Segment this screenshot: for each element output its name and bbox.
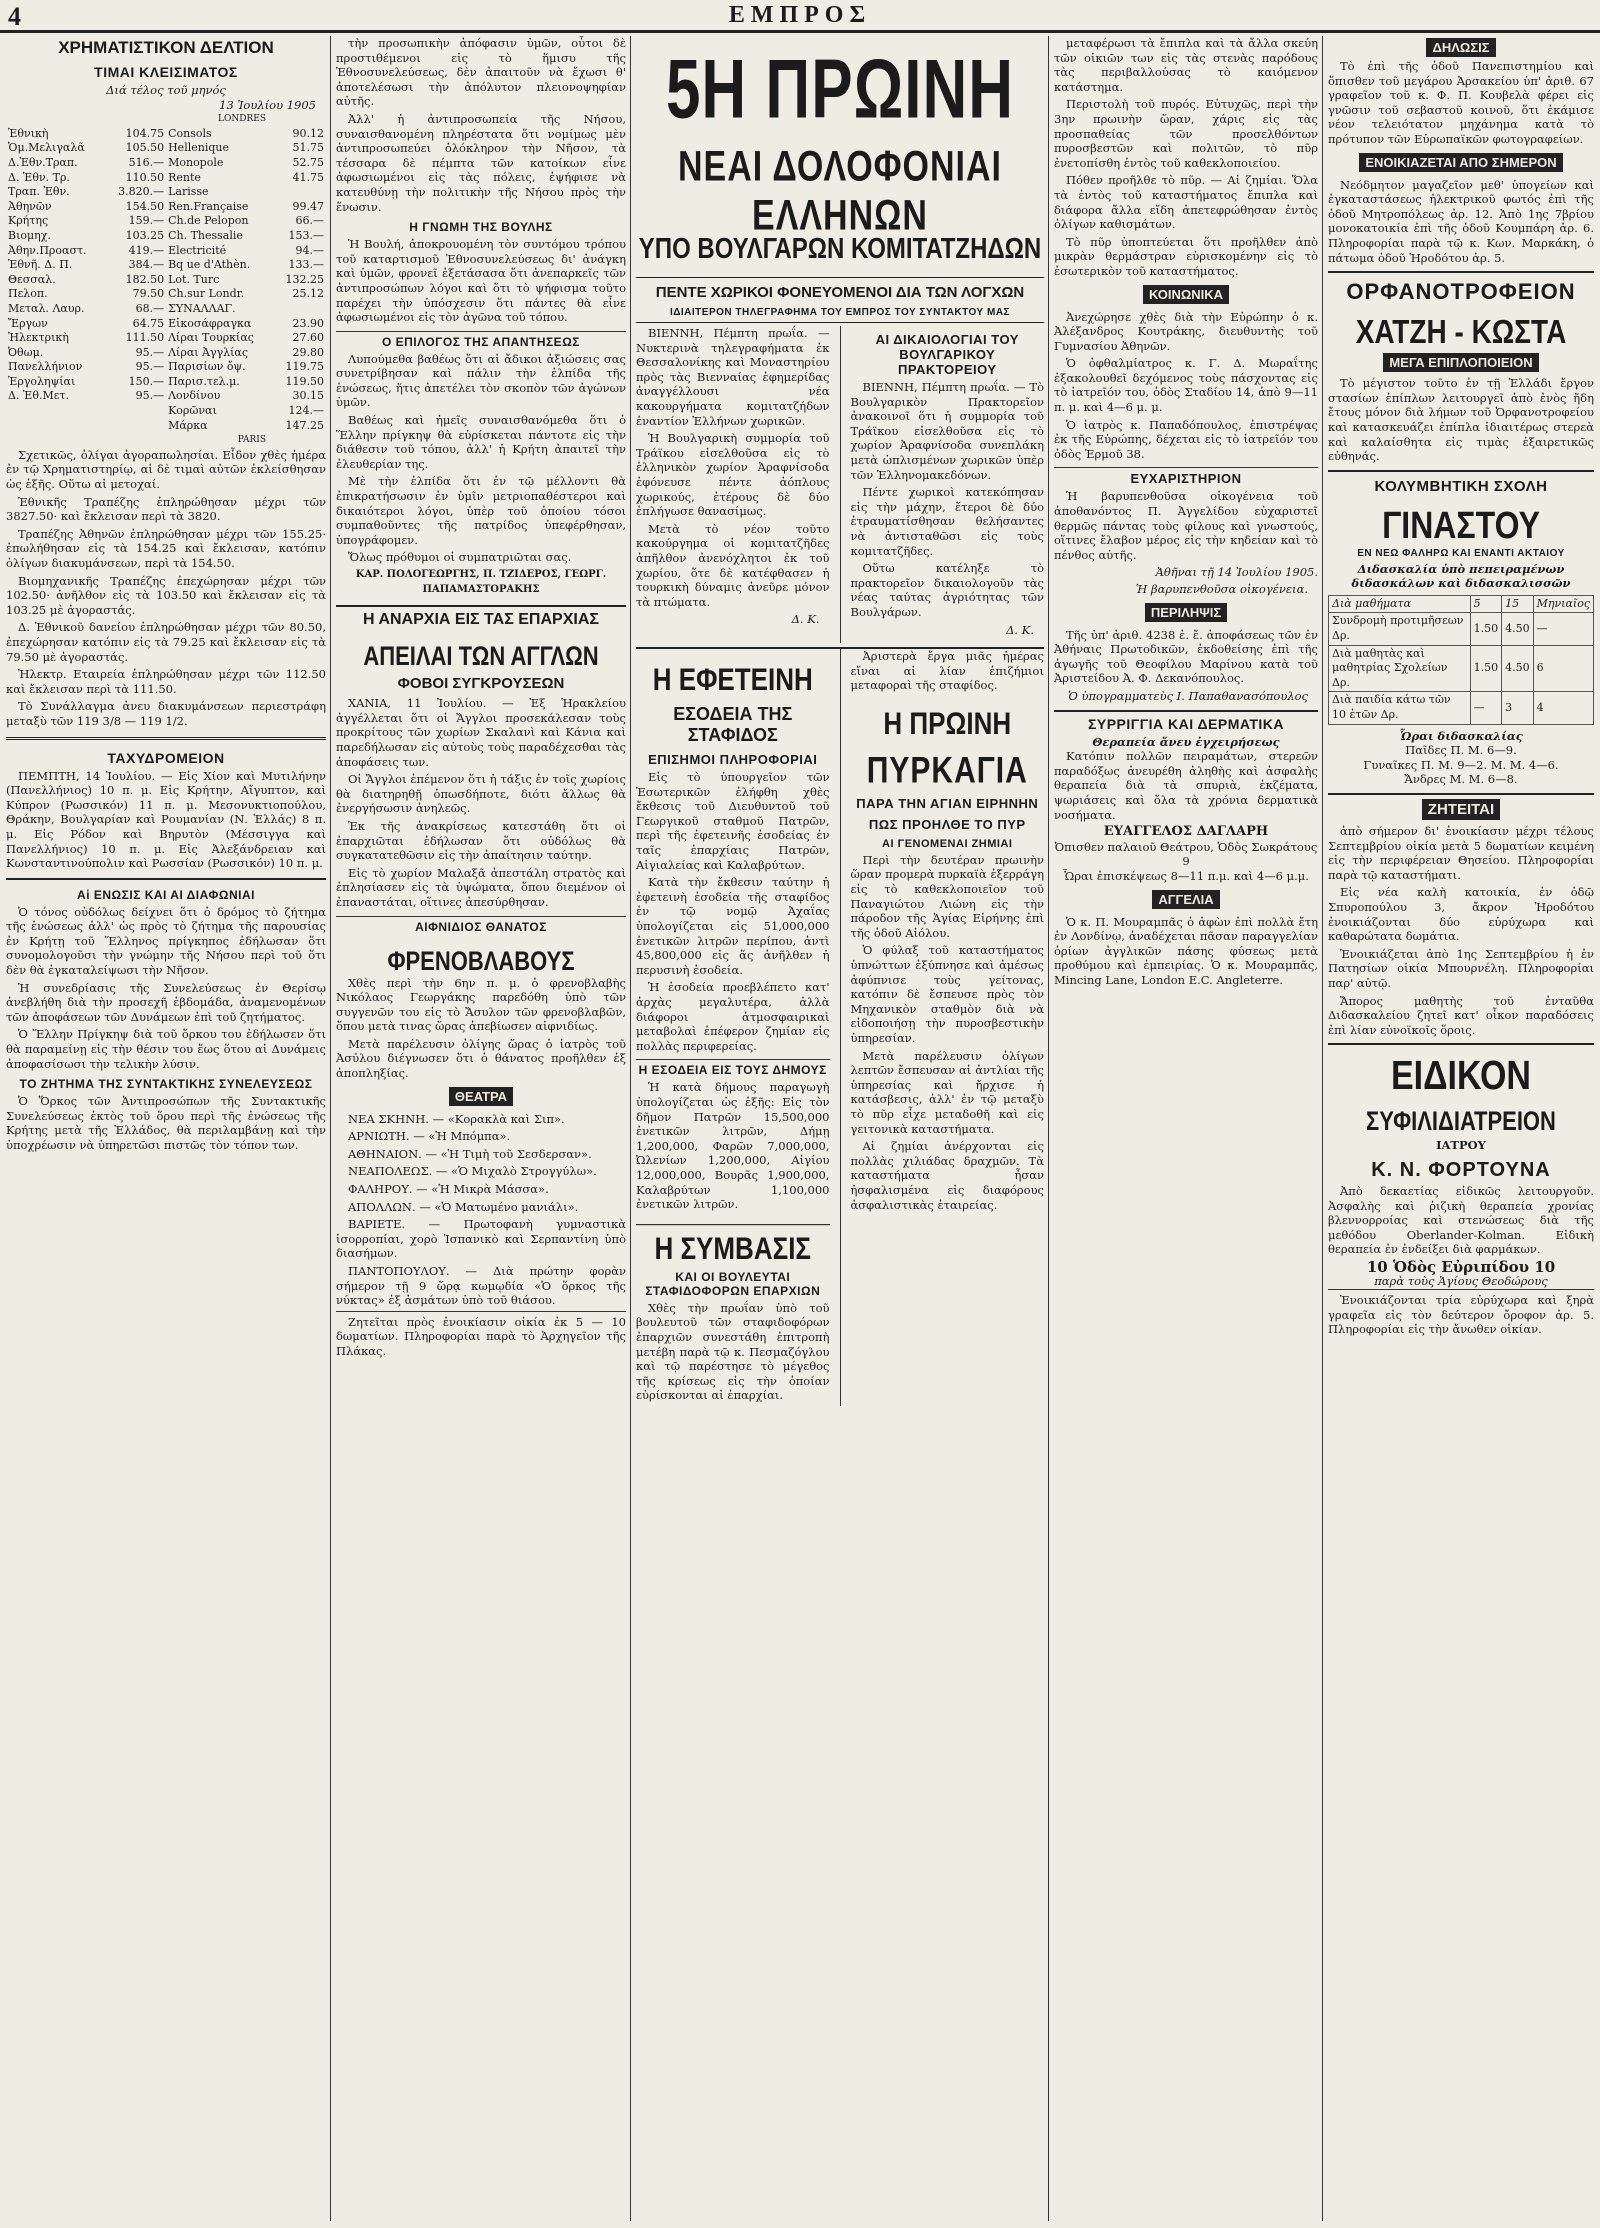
stock-cell: Consols — [168, 126, 212, 140]
swim-hours-line: Ἄνδρες Μ. Μ. 6—8. — [1404, 772, 1518, 787]
stock-row — [6, 346, 326, 361]
stock-cell: Ἀθην.Προαστ. — [8, 243, 87, 257]
commentary-paragraph: Σχετικῶς, ὀλίγαι ἀγοραπωλησίαι. Εἶδον χθὲς ἡμέρα ἐν τῷ Χρηματιστηρίῳ, αἱ δὲ τιμαὶ αὐτῶν ἐκλείσθησαν ὡς ἑξῆς. Οὕτω αἱ μετοχαί. — [6, 447, 326, 492]
bulgarian-agency-text — [851, 380, 1045, 620]
raisin-paragraph: Ἡ ἐσοδεία προεβλέπετο κατ' ἀρχὰς μεγαλυτέρα, ἀλλὰ διάφοροι ἀτμοσφαιρικαὶ μεταβολαὶ ἐπέφερον ζημίαν εἰς πολλὰς περιφερείας. — [636, 980, 830, 1053]
thanks-date: Ἀθῆναι τῇ 14 Ἰουλίου 1905. — [1155, 565, 1318, 580]
theatre-listing — [336, 1112, 626, 1308]
intro-paragraph: τὴν προσωπικὴν ἀπόφασιν ὑμῶν, οὗτοι δὲ προστιθέμενοι εἰς τὸ ἥμισυ τῆς Ἐθνοσυνελεύσεως, δὲν ἀπαιτοῦν νὰ ἔχωσι θ' ἀποτελέσωσι τὴν ἀπόλυτον πλειονοψηφίαν αὐτῆς. — [336, 36, 626, 109]
stock-cell: 132.25 — [285, 272, 324, 286]
anarchy-paragraph: Εἰς τὸ χωρίον Μαλαξᾶ ἀπεστάλη στρατὸς καὶ ἐπλησίασεν εἰς τὰ ὑψώματα, ὅπου διεμένον οἱ ἐπαναστάται, οἵτινες ἀπεσύρθησαν. — [336, 865, 626, 909]
stock-cell: Λονδίνου — [168, 389, 221, 403]
stock-cell — [6, 404, 106, 419]
stock-cell — [6, 419, 106, 434]
column-ads — [1328, 36, 1594, 2221]
union-paragraph: Ὁ Ἕλλην Πρίγκηψ διὰ τοῦ ὅρκου του ἐδήλωσεν ὅτι θὰ παραμείνῃ εἰς τὴν θέσιν του ἕως ὅτου αἱ Δυνάμεις ἀποφασίσωσι τὴν τελικὴν λύσιν. — [6, 1027, 326, 1071]
summary-title: ΠΕΡΙΛΗΨΙΣ — [1145, 603, 1227, 622]
municipal-harvest-title: Η ΕΣΟΔΕΙΑ ΕΙΣ ΤΟΥΣ ΔΗΜΟΥΣ — [636, 1059, 830, 1077]
stock-cell: Ἐθνῆ. Δ. Π. — [8, 258, 73, 272]
death-title: ΑΙΦΝΙΔΙΟΣ ΘΑΝΑΤΟΣ — [336, 916, 626, 934]
commentary-paragraph: Τραπέζης Ἀθηνῶν ἐπληρώθησαν μέχρι τῶν 155.25· ἐπωλήθησαν εἰς τὰ 154.25 καὶ ἔκλεισαν, κατόπιν ὀλίγων διακυμάνσεων, περὶ τὰ 154.50. — [6, 526, 326, 570]
theatre-item: ΑΘΗΝΑΙΟΝ. — «Ἡ Τιμὴ τοῦ Σεσδερσαν». — [348, 1146, 592, 1161]
col4-intro: Ἀριστερὰ ἔργα μιᾶς ἡμέρας εἴναι αἱ λίαν ἐπιζήμιοι μεταφοραὶ τῆς σταφίδος. — [850, 649, 1044, 693]
stock-cell: 23.90 — [292, 316, 324, 330]
stock-cell: Ch.sur Londr. — [168, 287, 245, 301]
schedule-cell: 15 — [1502, 595, 1534, 613]
column-divider — [1322, 36, 1323, 2221]
stock-cell: Larisse — [168, 185, 209, 199]
commentary-paragraph: Βιομηχανικῆς Τραπέζης ἐπεχώρησαν μέχρι τῶν 102.50· ἀνῆλθον εἰς τὰ 103.50 καὶ ἔκλεισαν εἰς τὰ 103.25 μὲ ἀγοραστάς. — [6, 573, 326, 617]
stock-row — [6, 258, 326, 273]
ad-clinic-title: ΕΙΔΙΚΟΝ — [1390, 1053, 1531, 1099]
stock-cell: Θεσσαλ. — [8, 272, 56, 286]
stock-cell — [106, 419, 166, 434]
paper-name: ΕΜΠΡΟΣ — [728, 2, 872, 28]
stock-cell: Πανελλήνιον — [8, 360, 83, 374]
ad-orphanage-title: ΟΡΦΑΝΟΤΡΟΦΕΙΟΝ — [1346, 279, 1576, 305]
swim-hours-line: Παῖδες Π. Μ. 6—9. — [1405, 743, 1517, 758]
anarchy-subheadline: ΦΟΒΟΙ ΣΥΓΚΡΟΥΣΕΩΝ — [397, 675, 565, 693]
commentary-paragraph: Ἐθνικῆς Τραπέζης ἐπληρώθησαν μέχρι τῶν 3827.50· καὶ ἔκλεισαν περὶ τὰ 3820. — [6, 494, 326, 524]
social-paragraph: Ὁ ὀφθαλμίατρος κ. Γ. Δ. Μωραΐτης ἐξακολουθεῖ δεχόμενος τοὺς πάσχοντας εἰς τὸ ἰατρεῖόν του, ὁδὸς Σταδίου 14, ἀπὸ 9—11 π. μ. καὶ 4—6 μ. μ. — [1054, 356, 1318, 415]
theatre-item: ΦΑΛΗΡΟΥ. — «Ἡ Μικρὰ Μάσσα». — [348, 1182, 549, 1197]
union-section-text — [6, 905, 326, 1072]
stock-row — [6, 185, 326, 200]
vienna-report-signature: Δ. Κ. — [791, 612, 820, 627]
announcement-title: ΑΓΓΕΛΙΑ — [1152, 890, 1219, 909]
stock-cell: Monopole — [168, 155, 224, 169]
stock-table — [6, 127, 326, 433]
stock-cell: 30.15 — [292, 389, 324, 403]
anarchy-headline: ΑΠΕΙΛΑΙ ΤΩΝ ΑΓΓΛΩΝ — [363, 641, 599, 672]
stock-cell: Ἠλεκτρικὴ — [8, 331, 69, 345]
main-headline-3: ΥΠΟ ΒΟΥΛΓΑΡΩΝ ΚΟΜΙΤΑΤΖΗΔΩΝ — [638, 233, 1042, 266]
schedule-cell: Μηνιαῖος — [1533, 595, 1593, 613]
schedule-cell: — — [1533, 613, 1593, 645]
stock-cell: 124.— — [288, 404, 324, 418]
ad-swim-title: ΚΟΛΥΜΒΗΤΙΚΗ ΣΧΟΛΗ — [1374, 477, 1548, 495]
raisin-headline: Η ΕΦΕΤΕΙΝΗ — [652, 661, 813, 698]
schedule-cell: Διὰ μαθήματα — [1329, 595, 1471, 613]
fire-continuation-paragraph: Τὸ πῦρ ὑποπτεύεται ὅτι προῆλθεν ἀπὸ μικρὰν θερμάστραν εὑρισκομένην εἰς τὸ ἐσωτερικὸν τοῦ καταστήματος. — [1054, 234, 1318, 278]
stock-cell: 104.75 — [125, 126, 165, 140]
ad-clinic-name: ΣΥΦΙΛΙΔΙΑΤΡΕΙΟΝ — [1366, 1106, 1556, 1137]
main-headline-4: ΠΕΝΤΕ ΧΩΡΙΚΟΙ ΦΟΝΕΥΟΜΕΝΟΙ ΔΙΑ ΤΩΝ ΛΟΓΧΩΝ — [636, 277, 1044, 301]
stock-cell: ΣΥΝΑΛΛΑΓ. — [168, 301, 236, 315]
union-section-title: Αἱ ΕΝΩΣΙΣ ΚΑΙ ΑΙ ΔΙΑΦΩΝΙΑΙ — [77, 887, 255, 902]
fire-headline-4: ΠΩΣ ΠΡΟΗΛΘΕ ΤΟ ΠΥΡ — [868, 816, 1026, 832]
market-commentary — [6, 448, 326, 729]
stock-cell: Lot. Turc — [168, 272, 220, 286]
stock-cell: 103.25 — [125, 228, 165, 242]
stock-cell: 94.— — [295, 243, 324, 257]
stock-row — [6, 229, 326, 244]
stock-cell: 95.— — [135, 345, 165, 359]
stock-cell: 51.75 — [292, 141, 324, 155]
stock-cell: 110.50 — [125, 170, 165, 184]
syringes-doctor: ΕΥΑΓΓΕΛΟΣ ΔΑΓΛΑΡΗ — [1103, 824, 1269, 840]
death-text — [336, 976, 626, 1081]
theatre-item: ΑΠΟΛΛΩΝ. — «Ὁ Ματωμένο μανιάλι». — [348, 1199, 579, 1214]
ad-swim-text: Διδασκαλία ὑπὸ πεπειραμένων διδασκάλων καὶ διδασκαλισσῶν — [1351, 561, 1571, 591]
column-stock-bulletin — [6, 36, 326, 2221]
schedule-cell: 4 — [1533, 692, 1593, 724]
ad-swim-name: ΓΙΝΑΣΤΟΥ — [1382, 502, 1540, 546]
reply-text — [336, 352, 626, 565]
mail-title: ΤΑΧΥΔΡΟΜΕΙΟΝ — [107, 749, 225, 766]
death-paragraph: Χθὲς περὶ τὴν 6ην π. μ. ὁ φρενοβλαβὴς Νικόλαος Γεωργάκης παρεδόθη ὑπὸ τῶν συγγενῶν του εἰς τὸ Ἄσυλον τῶν φρενοβλαβῶν, ὅπου μετὰ τινας ὥρας ἀπεβίωσεν αἰφνιδίως. — [336, 975, 626, 1034]
stock-cell: Μάρκα — [168, 418, 208, 432]
raisin-paragraph: Κατὰ τὴν ἔκθεσιν ταύτην ἡ ἐφετεινὴ ἐσοδεία τῆς σταφίδος ἐν τῷ νομῷ Ἀχαΐας ὑπολογίζεται εἰς 51,000,000 ἐνετικῶν λιτρῶν περίπου, ἀντὶ 45,800,000 εἰς ἅς ἀνῆλθεν ἡ περυσινὴ ἐσοδεία. — [636, 875, 830, 977]
fire-headline-5: ΑΙ ΓΕΝΟΜΕΝΑΙ ΖΗΜΙΑΙ — [882, 837, 1013, 850]
swim-schedule-table — [1328, 595, 1594, 725]
ad-clinic-sub: ΙΑΤΡΟΥ — [1436, 1138, 1486, 1153]
ad-declaration-title: ΔΗΛΩΣΙΣ — [1426, 38, 1495, 57]
union-paragraph: Ὁ τόνος οὐδόλως δείχνει ὅτι ὁ δρόμος τὸ ζήτημα τῆς ἑνώσεως ἀλλ' ὡς πρὸς τὸ ζήτημα τῆς παρουσίας ἐν Κρήτῃ τοῦ Ἕλληνος πρίγκηπος ἐδήλωσαν ὅτι συνομολογοῦσι τὴν γνώμην τῆς Νήσου περὶ τοῦ ὅτι δὲν θὰ ἐγκαταλείψωσι τὴν Νῆσον. — [6, 904, 326, 978]
stock-cell: Παρισ.τελ.μ. — [168, 374, 240, 388]
stock-cell: Εἰκοσάφραγκα — [168, 316, 252, 330]
stock-cell: 66.— — [295, 214, 324, 228]
anarchy-paragraph: Οἱ Ἄγγλοι ἐπέμενον ὅτι ἡ τάξις ἐν τοῖς χωρίοις θὰ διατηρηθῇ ὁπωσδήποτε, διότι ἄλλως θὰ ἐνεργήσωσιν ἀνηλεῶς. — [336, 772, 626, 816]
bulgarian-agency-signature: Δ. Κ. — [1006, 622, 1034, 637]
page-number: 4 — [8, 2, 21, 31]
schedule-cell: Διὰ μαθητὰς καὶ μαθητρίας Σχολείων Δρ. — [1329, 645, 1471, 692]
vienna-paragraph: ΒΙΕΝΝΗ, Πέμπτη πρωΐα. — Νυκτερινὰ τηλεγραφήματα ἐκ Θεσσαλονίκης καὶ Μοναστηρίου πρὸς τὰς Βιενναίας ἐφημερίδας ἀναγγέλλουσι νέα κακουργήματα κομιτατζήδων ἐναντίον Ἑλλήνων χωρικῶν. — [636, 326, 830, 428]
schedule-cell: Διὰ παιδία κάτω τῶν 10 ἐτῶν Δρ. — [1329, 692, 1471, 724]
schedule-cell: 6 — [1533, 645, 1593, 692]
stock-cell: 95.— — [135, 389, 165, 403]
theatre-item: ΝΕΑΠΟΛΕΩΣ. — «Ὁ Μιχαλὸ Στρογγύλω». — [348, 1164, 597, 1179]
stock-cell: Electricité — [168, 243, 227, 257]
syringes-text: Κατόπιν πολλῶν πειραμάτων, στερεῶν παραδόξως ἀνευρέθη ἀληθὴς καὶ ἀσφαλὴς θεραπεία διὰ τὰ σπυριὰ, ἐκζέματα, ψωριάσεις καὶ ὅλα τὰ χρόνια δερματικὰ νοσήματα. — [1054, 749, 1318, 822]
stock-cell: 119.50 — [285, 374, 324, 388]
raisin-paragraph: Εἰς τὸ ὑπουργεῖον τῶν Ἐσωτερικῶν ἐλήφθη χθὲς ἔκθεσις τοῦ Διευθυντοῦ τοῦ Γεωργικοῦ σταθμοῦ Πατρῶν, περὶ τῆς ἐφετεινῆς ἐσοδείας ἐν ταῖς ἐπαρχίαις Πατρῶν, Αἰγιαλείας καὶ Καλαβρύτων. — [636, 770, 830, 872]
stock-cell: Δ. Ἐθν. Τρ. — [8, 170, 70, 184]
stock-row — [6, 244, 326, 259]
schedule-row — [1329, 613, 1594, 645]
stock-cell: 25.12 — [292, 287, 324, 301]
stock-cell: Δ.Ἐθν.Τραπ. — [8, 155, 78, 169]
stock-cell: 119.75 — [285, 360, 324, 374]
contract-headline-2: ΚΑΙ ΟΙ ΒΟΥΛΕΥΤΑΙ ΣΤΑΦΙΔΟΦΟΡΩΝ ΕΠΑΡΧΙΩΝ — [645, 1269, 821, 1298]
anarchy-title: Η ΑΝΑΡΧΙΑ ΕΙΣ ΤΑΣ ΕΠΑΡΧΙΑΣ — [336, 605, 626, 629]
social-paragraph: Ἀνεχώρησε χθὲς διὰ τὴν Εὐρώπην ὁ κ. Ἀλέξανδρος Κουτράκης, διευθυντὴς τοῦ Γυμνασίου Ἀθηνῶν. — [1054, 309, 1318, 353]
london-label: LONDRES — [218, 114, 266, 125]
column-divider — [630, 36, 631, 2221]
mail-text: ΠΕΜΠΤΗ, 14 Ἰουλίου. — Εἰς Χίον καὶ Μυτιλήνην (Πανελλήνιος) 10 π. μ. Εἰς Κρήτην, Αἴγυπτον, καὶ Κύπρον (Ρωσσικόν) 11 π. μ. Μεσονυκτιοπούλου, Θράκην, Βουλγαρίαν καὶ Ρουμανίαν (Ν. Ἑλλάς) 8 π. μ. Εἰς Ρόδον καὶ Βηρυτὸν (Μέσσιγγα καὶ Πανελλήνιος) 10 π. μ. Εἰς Ἀλεξάνδρειαν καὶ Κωνσταντινούπολιν καὶ Ρωσσίαν (Ρωσσικόν) 10 π. μ. — [6, 768, 326, 871]
ad-rent-text: Νεόδμητον μαγαζεῖον μεθ' ὑπογείων καὶ ἐγκαταστάσεως ἠλεκτρικοῦ φωτός ἐπὶ τῆς ὁδοῦ Μητροπόλεως ἀρ. 12. Ἀπὸ 1ης 7βρίου μονοκατοικία ἐπὶ τῆς ὁδοῦ Κουμπάρη ἀρ. 6. Πληροφορίαι παρὰ τῷ κ. Κων. Μαρκάκη, ὁ πάτωμα ὁδοῦ Ἡροδότου ἀρ. 5. — [1328, 177, 1594, 265]
masthead — [0, 0, 1600, 33]
agency-paragraph: Πέντε χωρικοὶ κατεκόπησαν εἰς τὴν μάχην, ἕτεροι δὲ δύο ἐτραυματίσθησαν θελήσαντες νὰ ἀντισταθῶσι εἰς τοὺς κομιτατζῆδες. — [850, 485, 1044, 558]
agency-paragraph: ΒΙΕΝΝΗ, Πέμπτη πρωΐα. — Τὸ Βουλγαρικὸν Πρακτορεῖον ἀνακοινοῖ ὅτι ἡ συμμορία τοῦ Τράϊκου εἰσελθοῦσα εἰς τὸ χωρίον Ἀραφνίσοδα συνεπλάκη μετὰ ὡπλισμένων χωρικῶν ὑπὲρ τῶν Ἑλληνομακεδόνων. — [850, 380, 1044, 482]
commentary-paragraph: Δ. Ἐθνικοῦ δανείου ἐπληρώθησαν μέχρι τῶν 80.50, ἐπεχώρησαν κατόπιν εἰς τὰ 79.25 καὶ ἔκλεισαν εἰς τὰ 79.50 μὲ ἀγοραστάς. — [6, 620, 326, 664]
stock-cell: 29.80 — [292, 345, 324, 359]
col2-intro — [336, 36, 626, 214]
reply-title: Ο ΕΠΙΛΟΓΟΣ ΤΗΣ ΑΠΑΝΤΗΣΕΩΣ — [336, 331, 626, 349]
stock-row — [6, 375, 326, 390]
stock-cell: 133.— — [288, 258, 324, 272]
stock-row — [6, 273, 326, 288]
reply-paragraph: Βαθέως καὶ ἡμεῖς συναισθανόμεθα ὅτι ὁ Ἕλλην πρίγκηψ θὰ εὑρίσκεται πάντοτε εἰς τὴν διάθεσιν τοῦ τόπου, ἀλλ' ἡ Κρήτη ἀπαιτεῖ τὴν ἐλευθερίαν της. — [336, 413, 626, 471]
stock-row — [6, 287, 326, 302]
ad-wanted-title: ΖΗΤΕΙΤΑΙ — [1422, 799, 1500, 820]
syringes-address: Ὀπισθεν παλαιοῦ Θεάτρου, Ὁδὸς Σωκράτους 9 — [1054, 839, 1318, 869]
mail-box — [6, 737, 326, 880]
fire-paragraph: Αἱ ζημίαι ἀνέρχονται εἰς πολλὰς χιλιάδας δραχμῶν. Τὰ καταστήματα ἦσαν ἠσφαλισμένα εἰς διαφόρους ἀσφαλιστικὰς ἑταιρείας. — [850, 1139, 1044, 1212]
vienna-report — [636, 326, 830, 609]
stock-cell: Ren.Française — [168, 199, 249, 213]
stock-row — [6, 141, 326, 156]
theatre-item: ΠΑΝΤΟΠΟΥΛΟΥ. — Διὰ πρώτην φορὰν σήμερον τῇ 9 ὥρᾳ κωμῳδία «Ὁ ὅρκος τῆς νύκτας» ἐξ ἀσμάτων ὑπὸ τοῦ θιάσου. — [336, 1264, 626, 1308]
theatre-title: ΘΕΑΤΡΑ — [449, 1087, 513, 1106]
syringes-title: ΣΥΡΡΙΓΓΙΑ ΚΑΙ ΔΕΡΜΑΤΙΚΑ — [1054, 710, 1318, 732]
schedule-row — [1329, 645, 1594, 692]
column-divider — [330, 36, 331, 2221]
stock-row — [6, 404, 326, 419]
stock-cell: Μεταλ. Λαυρ. — [8, 301, 85, 315]
ad-rent-title: ΕΝΟΙΚΙΑΖΕΤΑΙ ΑΠΟ ΣΗΜΕΡΟΝ — [1359, 153, 1562, 172]
stock-row — [6, 317, 326, 332]
fire-text — [851, 853, 1045, 1212]
death-paragraph: Μετὰ παρέλευσιν ὀλίγης ὥρας ὁ ἰατρὸς τοῦ Ἀσύλου διέγνωσεν ὅτι ὁ θάνατος προῆλθεν ἐξ ἀποπληξίας. — [336, 1036, 626, 1081]
stock-row — [6, 360, 326, 375]
stock-row — [6, 214, 326, 229]
vienna-paragraph: Ἡ Βουλγαρικὴ συμμορία τοῦ Τράϊκου εἰσελθοῦσα εἰς τὸ ἑλληνικὸν χωρίον Ἀραφνίσοδα ἐφόνευσε πέντε ἀόπλους χωρικούς, ἑτέρους δὲ δύο ἐπλήγωσε θανασίμως. — [636, 431, 830, 519]
stock-row — [6, 389, 326, 404]
bulgarian-agency-title: ΑΙ ΔΙΚΑΙΟΛΟΓΙΑΙ ΤΟΥ ΒΟΥΛΓΑΡΙΚΟΥ ΠΡΑΚΤΟΡΕΙΟΥ — [875, 332, 1019, 377]
fire-continuation-paragraph: Πόθεν προῆλθε τὸ πῦρ. — Αἱ ζημίαι. Ὅλα τὰ ἐντὸς τοῦ καταστήματος ἔπιπλα καὶ διάφορα ἄλλα εἴδη ἀπετεφρώθησαν ἐντὸς ὀλίγων καθισμάτων. — [1054, 173, 1318, 232]
anarchy-text — [336, 696, 626, 909]
announcement-text: Ὁ κ. Π. Μουραμπᾶς ὁ ἀφὼν ἐπὶ πολλὰ ἔτη ἐν Λονδίνῳ, ἀναδέχεται πᾶσαν παραγγελίαν ὁρίων ἀγγλικῶν πάσης φύσεως μετὰ προθύμου καὶ ἐμπειρίας. Ὁ κ. Μουραμπᾶς, Mincing Lane, London E.C. Angleterre. — [1054, 914, 1318, 987]
social-paragraph: Ὁ ἰατρὸς κ. Παπαδόπουλος, ἐπιστρέψας ἐκ τῆς Εὐρώπης, δέχεται εἰς τὸ ἰατρεῖόν του ὁδὸς Ἑρμοῦ 38. — [1054, 417, 1318, 461]
stock-cell: Πελοπ. — [8, 287, 48, 301]
thanks-signature: Ἡ βαρυπενθοῦσα οἰκογένεια. — [1135, 582, 1308, 596]
stock-row — [6, 171, 326, 186]
stock-cell: 419.— — [128, 243, 165, 257]
theatre-item: ΝΕΑ ΣΚΗΝΗ. — «Κορακλὰ καὶ Σιπ». — [348, 1111, 565, 1126]
ad-offices-text: Ἐνοικιάζονται τρία εὐρύχωρα καὶ ξηρὰ γραφεῖα εἰς τὸν δεύτερον ὄροφον ἀρ. 5. Πληροφορίαι εἰς τὴν ἄνωθεν οἰκίαν. — [1328, 1289, 1594, 1337]
reply-signature: ΚΑΡ. ΠΟΛΟΓΕΩΡΓΗΣ, Π. ΤΖΙΔΕΡΟΣ, ΓΕΩΡΓ. ΠΑΠΑΜΑΣΤΟΡΑΚΗΣ — [355, 569, 607, 595]
stock-cell: 68.— — [135, 301, 165, 315]
stock-cell: 52.75 — [292, 155, 324, 169]
stock-cell: 111.50 — [125, 331, 165, 345]
ad-declaration-text: Τὸ ἐπὶ τῆς ὁδοῦ Πανεπιστημίου καὶ ὅπισθεν τοῦ μεγάρου Ἀρσακείου ὑπ' ἀριθ. 67 γραφεῖον τοῦ κ. Φ. Π. Κουβελὰ φέρει εἰς γνῶσιν τοῦ σεβαστοῦ κοινοῦ, ὅτι ἐκάμισε νέον τελειότατον μηχάνημα κατὰ τὸ πρότυπον τῶν Εὐρωπαϊκῶν φωτογραφείων. — [1328, 59, 1594, 146]
fire-headline-2: ΠΥΡΚΑΓΙΑ — [866, 749, 1028, 792]
ad-orphanage-sub: ΜΕΓΑ ΕΠΙΠΛΟΠΟΙΕΙΟΝ — [1383, 353, 1538, 372]
ad-clinic-address-2: παρὰ τοὺς Ἁγίους Θεοδώρους — [1374, 1274, 1548, 1289]
thanks-title: ΕΥΧΑΡΙΣΤΗΡΙΟΝ — [1054, 467, 1318, 486]
schedule-cell: 5 — [1470, 595, 1502, 613]
stock-cell: 153.— — [288, 228, 324, 242]
assembly-section-text: Ὁ Ὅρκος τῶν Ἀντιπροσώπων τῆς Συντακτικῆς Συνελεύσεως ἐκτὸς τοῦ ὅρου περὶ τῆς ἐνώσεως τῆς Κρήτης μετὰ τῆς Ἑλλάδος, θὰ περιλαμβάνῃ καὶ τὴν ὑποχρέωσιν νὰ ὑπηρετῶσι πιστῶς τὸν τόπον των. — [6, 1094, 326, 1152]
fire-headline: Η ΠΡΩΙΝΗ — [883, 704, 1012, 741]
main-headline: 5Η ΠΡΩΙΝΗ — [665, 43, 1015, 137]
stock-bulletin-date: 13 Ἰουλίου 1905 — [219, 97, 316, 112]
stock-cell — [275, 302, 326, 317]
vienna-paragraph: Μετὰ τὸ νέον τοῦτο κακούργημα οἱ κομιτατζῆδες ἀπῆλθον ἀνενόχλητοι ἐκ τοῦ χωρίου, ὅτε δὲ κατέφθασεν ἡ τουρκικὴ δύναμις ἀνεῦρε μόνον τὰ πτώματα. — [636, 521, 830, 609]
stock-bulletin-subtitle: ΤΙΜΑΙ ΚΛΕΙΣΙΜΑΤΟΣ — [94, 64, 238, 80]
stock-cell: Ἐργοληψίαι — [8, 374, 76, 388]
raisin-headline-2: ΕΣΟΔΕΙΑ ΤΗΣ ΣΤΑΦΙΔΟΣ — [673, 704, 793, 746]
schedule-cell: 1.50 — [1470, 645, 1502, 692]
stock-cell: Ch.de Pelopon — [168, 214, 249, 228]
main-headline-2: ΝΕΑΙ ΔΟΛΟΦΟΝΙΑΙ ΕΛΛΗΝΩΝ — [677, 143, 1003, 240]
thanks-text: Ἡ βαρυπενθοῦσα οἰκογένεια τοῦ ἀποθανόντος Π. Ἀγγελίδου εὐχαριστεῖ θερμῶς πάντας τοὺς φίλους καὶ γνωστούς, οἵτινες ἔλαβον μέρος εἰς τὴν κηδείαν καὶ τὸ πένθος αὐτῆς. — [1054, 489, 1318, 562]
stock-cell: Λίραι Τουρκίας — [168, 331, 254, 345]
ad-clinic-doctor: Κ. Ν. ΦΟΡΤΟΥΝΑ — [1371, 1158, 1551, 1181]
union-paragraph: Ἡ συνεδρίασις τῆς Συνελεύσεως ἐν Θερίσῳ ἀνεβλήθη διὰ τὴν προσεχῆ ἑβδομάδα, ἀναμενομένων τῶν ἀποφάσεων τῶν Δυνάμεων ἐπὶ τοῦ ζητήματος. — [6, 980, 326, 1024]
fire-paragraph: Μετὰ παρέλευσιν ὀλίγων λεπτῶν ἔσπευσαν αἱ ἀντλίαι τῆς ὑπηρεσίας καὶ ἤρχισε ἡ κατάσβεσις, ἀλλ' ἐν τῷ μεταξὺ τὸ πῦρ εἶχε μεταδοθῆ καὶ εἰς γειτονικὰ καταστήματα. — [850, 1048, 1044, 1136]
opinion-title: Η ΓΝΩΜΗ ΤΗΣ ΒΟΥΛΗΣ — [409, 220, 553, 235]
stock-cell: Rente — [168, 170, 201, 184]
stock-cell: 3.820.— — [118, 185, 165, 199]
stock-cell: 154.50 — [125, 199, 165, 213]
schedule-header-row — [1329, 595, 1594, 613]
main-headline-5: ΙΔΙΑΙΤΕΡΟΝ ΤΗΛΕΓΡΑΦΗΜΑ ΤΟΥ ΕΜΠΡΟΣ ΤΟΥ ΣΥΝΤΑΚΤΟΥ ΜΑΣ — [636, 307, 1044, 323]
stock-cell: Δ. Ἐθ.Μετ. — [8, 389, 69, 403]
stock-cell: Παρισίων ὄψ. — [168, 360, 246, 374]
schedule-cell: 4.50 — [1502, 613, 1534, 645]
stock-cell: 64.75 — [132, 316, 165, 330]
stock-cell: 79.50 — [132, 287, 165, 301]
summary-signature: Ὁ ὑπογραμματεὺς Ι. Παπαθανασόπουλος — [1067, 688, 1308, 703]
syringes-subtitle: Θεραπεία ἄνευ ἐγχειρήσεως — [1092, 734, 1280, 749]
stock-bulletin-title: ΧΡΗΜΑΤΙΣΤΙΚΟΝ ΔΕΛΤΙΟΝ — [58, 38, 274, 57]
stock-row — [6, 127, 326, 142]
stock-cell: Βιομηχ. — [8, 228, 51, 242]
stock-row — [6, 419, 326, 434]
assembly-section-title: ΤΟ ΖΗΤΗΜΑ ΤΗΣ ΣΥΝΤΑΚΤΙΚΗΣ ΣΥΝΕΛΕΥΣΕΩΣ — [19, 1077, 313, 1092]
ad-wanted-text: ἀπὸ σήμερον δι' ἐνοικίασιν μέχρι τέλους Σεπτεμβρίου οἰκία μετὰ 5 δωματίων κειμένη εἰς τὴν περιφέρειαν Θησείου. Πληροφορίαι παρὰ τῷ καταστήματι. — [1328, 824, 1594, 882]
ad-clinic-address: 10 Ὁδὸς Εὐριπίδου 10 — [1366, 1257, 1556, 1276]
stock-row — [6, 200, 326, 215]
stock-cell: Τραπ. Ἐθν. — [8, 185, 70, 199]
column-opinion — [336, 36, 626, 2221]
stock-cell: Ὁμ.Μελιγαλᾶ — [8, 141, 85, 155]
ad-swim-sub: ΕΝ ΝΕΩ ΦΑΛΗΡΩ ΚΑΙ ΕΝΑΝΤΙ ΑΚΤΑΙΟΥ — [1357, 547, 1565, 559]
reply-paragraph: Μὲ τὴν ἐλπίδα ὅτι ἐν τῷ μέλλοντι θὰ ἐπικρατήσωσιν ἐν ὑμῖν μετριοπαθέστεροι καὶ δικαιότεροι λόγοι, ὑπὲρ τοῦ ὁποίου τόσοι συμπαθοῦντες τῆς πατρίδος ὑπεφέρθησαν, ὑπογράφομεν. — [336, 474, 626, 547]
schedule-cell: 1.50 — [1470, 613, 1502, 645]
fire-continuation-paragraph: μεταφέρωσι τὰ ἔπιπλα καὶ τὰ ἄλλα σκεύη τῶν οἰκιῶν των εἰς τὰς στενὰς παρόδους τὰς περιβαλλούσας τὸ καιόμενον κατάστημα. — [1054, 36, 1318, 94]
reply-paragraph: Λυπούμεθα βαθέως ὅτι αἱ ἄδικοι ἀξιώσεις σας συνετρίβησαν καὶ πάλιν τὴν ἐλπίδα τῆς ἑνώσεως, ἥτις ἀπετέλει τὸν σκοπὸν τῶν ἀγώνων ὑμῶν. — [336, 351, 626, 410]
schedule-row — [1329, 692, 1594, 724]
theatre-item: ΒΑΡΙΕΤΕ. — Πρωτοφανὴ γυμναστικὰ ἰσορροπίαι, χορὸ Ἰσπανικὸ καὶ Σερπαντίνη ὑπὸ διασήμων. — [336, 1217, 626, 1261]
stock-cell: 159.— — [128, 214, 165, 228]
stock-cell: Ch. Thessalie — [168, 228, 243, 242]
stock-cell: Bq ue d'Athèn. — [168, 258, 251, 272]
syringes-hours: Ὧραι ἐπισκέψεως 8—11 π.μ. καὶ 4—6 μ.μ. — [1063, 868, 1309, 883]
stock-cell: 90.12 — [292, 126, 324, 140]
fire-continuation-paragraph: Περιστολὴ τοῦ πυρός. Εὐτυχῶς, περὶ τὴν 3ην πρωινὴν ὥραν, χάρις εἰς τὰς προσπαθείας τῶν προσελθόντων πυροσβεστῶν καὶ πολιτῶν, τὸ πῦρ ἐνετοπίσθη ἐντὸς τοῦ καθεκλοποιείου. — [1054, 97, 1318, 170]
schedule-cell: 4.50 — [1502, 645, 1534, 692]
stock-cell — [275, 185, 326, 200]
ad-house-text: Ἐνοικιάζεται ἀπὸ 1ης Σεπτεμβρίου ἡ ἐν Πατησίων οἰκία Μπουρνέλη. Πληροφορίαι παρ' αὐτῷ. — [1328, 946, 1594, 990]
column-divider — [1048, 36, 1049, 2221]
ad-room-text: Εἰς νέα καλὴ κατοικία, ἐν ὁδῷ Σπυροπούλου 3, ἄκρον Ἡροδότου ἐνοικιάζονται δύο εὐρύχωρα καὶ καθαρώτατα δωμάτια. — [1328, 885, 1594, 944]
anarchy-paragraph: Ἐκ τῆς ἀνακρίσεως κατεστάθη ὅτι οἱ ἐπαρχιῶται ἐδήλωσαν ὅτι οὐδόλως θὰ συγκατατεθῶσιν εἰς τὴν ἀπαίτησιν ταύτην. — [336, 818, 626, 863]
stock-cell: 41.75 — [292, 170, 324, 184]
social-text — [1054, 310, 1318, 462]
stock-cell: 384.— — [128, 258, 165, 272]
municipal-harvest-text: Ἡ κατὰ δήμους παραγωγὴ ὑπολογίζεται ὡς ἑξῆς: Εἰς τὸν δῆμον Πατρῶν 15,500,000 ἐνετικῶν λιτρῶν, Δήμῃ 1,200,000, Φαρῶν 7,000,000, Ὠλενίων 1,200,000, Αἰγίου 12,000,000, Βουρᾶς 1,900,000, Καλαβρύτων 1,100,000 ἐνετικῶν λιτρῶν. — [636, 1080, 830, 1212]
social-title: ΚΟΙΝΩΝΙΚΑ — [1143, 285, 1229, 304]
schedule-cell: — — [1470, 692, 1502, 724]
stock-cell: Ὀθωμ. — [8, 345, 44, 359]
classified-ad: Ζητεῖται πρὸς ἐνοικίασιν οἰκία ἐκ 5 — 10 δωματίων. Πληροφορίαι παρὰ τὸ Ἀρχηγεῖον τῆς Πλάκας. — [336, 1311, 626, 1359]
ad-clinic-text: Ἀπὸ δεκαετίας εἰδικῶς λειτουργοῦν. Ἀσφαλὴς καὶ ῥιζικὴ θεραπεία χρονίας βλεννορροίας καὶ στενώσεως διὰ τῆς μεθόδου Oberlander-Kolman. Εἰδικὴ θεραπεία ἐν ἐνδείξει διὰ φαρμάκων. — [1328, 1183, 1594, 1257]
stock-cell: 99.47 — [292, 199, 324, 213]
stock-cell: Κρήτης — [8, 214, 49, 228]
contract-text: Χθὲς τὴν πρωΐαν ὑπὸ τοῦ βουλευτοῦ τῶν σταφιδοφόρων ἐπαρχιῶν συνεστάθη ἐπιτροπὴ μετέβη παρὰ τῷ κ. Πεσμαζόγλου καὶ τῷ παρέστησε τὸ μέγεθος τῆς κρίσεως εἰς τὴν ὁποίαν εὑρίσκονται αἱ ἐπαρχίαι. — [636, 1300, 830, 1403]
stock-cell: 182.50 — [125, 272, 165, 286]
stock-cell: Ἐθνικὴ — [8, 126, 49, 140]
swim-hours-title: Ὧραι διδασκαλίας — [1399, 728, 1523, 743]
commentary-paragraph: Τὸ Συνάλλαγμα ἀνευ διακυμάνσεων περιεστράφη μεταξὺ τῶν 119 3/8 — 119 1/2. — [6, 699, 326, 728]
opinion-text: Ἡ Βουλή, ἀποκρουομένη τὸν συντόμου τρόπου τοῦ καταρτισμοῦ Ἐθνοσυνελεύσεως δι' ἀνάγκη καὶ ὑμῶν, φρονεῖ ἐξετάσασα ὅτι ἀνεπαρκεῖς τῶν ἀντιπροσώπων λόγοι καὶ ὅτι τὸ ψήφισμα τοῦτο παρέχει τὴν ὑπόσχεσιν ὅτι πάντες θὰ εἶνε ἀφωσιωμένοι εἰς τὸν ἀγῶνα τοῦ τόπου. — [336, 237, 626, 325]
stock-cell: Ἔργων — [8, 316, 48, 330]
theatre-item: ΑΡΝΙΩΤΗ. — «Ἡ Μπόμπα». — [348, 1129, 511, 1144]
swim-hours-line: Γυναῖκες Π. Μ. 9—2. Μ. Μ. 4—6. — [1363, 757, 1559, 772]
fire-paragraph: Περὶ τὴν δευτέραν πρωινὴν ὥραν προμερὰ πυρκαϊὰ ἐξερράγη εἰς τὸ καθεκλοποιεῖον τοῦ Παναγιώτου Λιώνη εἰς τὴν πάροδον τῆς Ἁγίας Εἰρήνης ἐπὶ τῆς ὁδοῦ Αἰόλου. — [850, 852, 1044, 940]
summary-text: Τῆς ὑπ' ἀριθ. 4238 ἐ. ἔ. ἀποφάσεως τῶν ἐν Ἀθήναις Πρωτοδικῶν, ἐκδοθείσης ἐπὶ τῆς ἀγωγῆς τοῦ Θεοφίλου Μαρίνου κατὰ τοῦ Ἀριστείδου Ἀ. Φ. Δεκανόπουλος. — [1054, 627, 1318, 686]
stock-cell: 27.60 — [292, 331, 324, 345]
stock-row — [6, 302, 326, 317]
anarchy-paragraph: ΧΑΝΙΑ, 11 Ἰουλίου. — Ἐξ Ἡρακλείου ἀγγέλλεται ὅτι οἱ Ἄγγλοι προσεκάλεσαν τοὺς προκρίτους τῶν χωρίων Σκαλανὶ καὶ Κάνια καὶ παρεδήλωσαν εἰς αὐτοὺς τοὺς παραδέχεσθαι τὰς ἀποφάσεις των. — [336, 696, 626, 769]
stock-cell: 516.— — [128, 155, 165, 169]
stock-cell: 150.— — [128, 374, 165, 388]
stock-cell: Λίραι Ἀγγλίας — [168, 345, 249, 359]
stock-row — [6, 331, 326, 346]
paris-label: PARIS — [237, 435, 266, 446]
intro-paragraph: Ἀλλ' ἡ ἀντιπροσωπεία τῆς Νήσου, συναισθανομένη πληρέστατα ὅτι νομίμως μὲν ἀντιπροσωπεύει ὁλόκληρον τὴν Νῆσον, τὰ τέσσαρα δὲ πέμπτα τῶν κατοίκων εἶνε ἀφωσιωμένοι εἰς τὰς πόλεις, ἐψήφισε νὰ κατευθύνῃ τὴν πολιτικὴν τῆς Νήσου πρὸς τὴν ἕνωσιν. — [336, 111, 626, 214]
death-headline: ΦΡΕΝΟΒΛΑΒΟΥΣ — [387, 945, 575, 976]
ad-orphanage-name: ΧΑΤΖΗ - ΚΩΣΤΑ — [1355, 313, 1567, 351]
agency-paragraph: Οὕτω κατέληξε τὸ πρακτορεῖον δικαιολογοῦν τὰς νέας ταύτας ἀγριότητας τῶν Βουλγάρων. — [850, 561, 1044, 619]
raisin-text — [636, 770, 830, 1053]
swim-hours — [1328, 743, 1594, 787]
stock-cell: Ἀθηνῶν — [8, 199, 52, 213]
raisin-headline-3: ΕΠΙΣΗΜΟΙ ΠΛΗΡΟΦΟΡΙΑΙ — [648, 752, 818, 768]
schedule-cell: 3 — [1502, 692, 1534, 724]
schedule-cell: Συνδρομὴ προτιμῆσεων Δρ. — [1329, 613, 1471, 645]
stock-bulletin-subsub: Διά τέλος τοῦ μηνός — [106, 83, 226, 97]
stock-cell: 105.50 — [125, 141, 165, 155]
ad-orphanage-text: Τὸ μέγιστον τοῦτο ἐν τῇ Ἑλλάδι ἔργον στασίων ἐπίπλων λειτουργεῖ ἀπὸ ἐνὸς ἤδη ἔτους μόνον διὰ λήμων τοῦ Ὀρφανοτροφείου καὶ κατασκευάζει ἐπίπλα ἰδιαιτέρως στερεὰ καὶ καλαίσθητα εἰς τιμὰς ἐξαιρετικῶς εὐθηνάς. — [1328, 376, 1594, 464]
stock-cell: 147.25 — [285, 418, 324, 432]
stock-cell: 95.— — [135, 360, 165, 374]
stock-cell: Κορῶναι — [168, 404, 217, 418]
ad-student-text: Ἄπορος μαθητὴς τοῦ ἐνταῦθα Διδασκαλείου ζητεῖ κατ' οἶκον παραδόσεις ἐπὶ λίαν εὐνοϊκοῖς ὅροις. — [1328, 993, 1594, 1037]
stock-cell: Hellenique — [168, 141, 229, 155]
column-social — [1054, 36, 1318, 2221]
reply-paragraph: Ὅλως πρόθυμοι οἱ συμπατριῶται σας. — [348, 550, 572, 565]
fire-continuation — [1054, 36, 1318, 279]
stock-cell — [106, 404, 166, 419]
commentary-paragraph: Ἠλεκτρ. Εταιρεία ἐπληρώθησαν μέχρι τῶν 112.50 καὶ ἔκλεισαν περὶ τὰ 111.50. — [6, 667, 326, 696]
fire-headline-3: ΠΑΡΑ ΤΗΝ ΑΓΙΑΝ ΕΙΡΗΝΗΝ — [856, 795, 1039, 811]
fire-paragraph: Ὁ φύλαξ τοῦ καταστήματος ὑπνώττων ἐξύπνησε καὶ ἀμέσως ἀφύπνισε τοὺς γείτονας, κατόπιν δὲ ἔσπευσε πρὸς τὸν Μηχανικὸν σταθμὸν διὰ νὰ εἰδοποιήσῃ τὴν πυροσβεστικὴν ὑπηρεσίαν. — [850, 943, 1044, 1045]
contract-headline: Η ΣΥΜΒΑΣΙΣ — [636, 1224, 830, 1267]
stock-row — [6, 156, 326, 171]
column-main-story — [636, 36, 1044, 2221]
